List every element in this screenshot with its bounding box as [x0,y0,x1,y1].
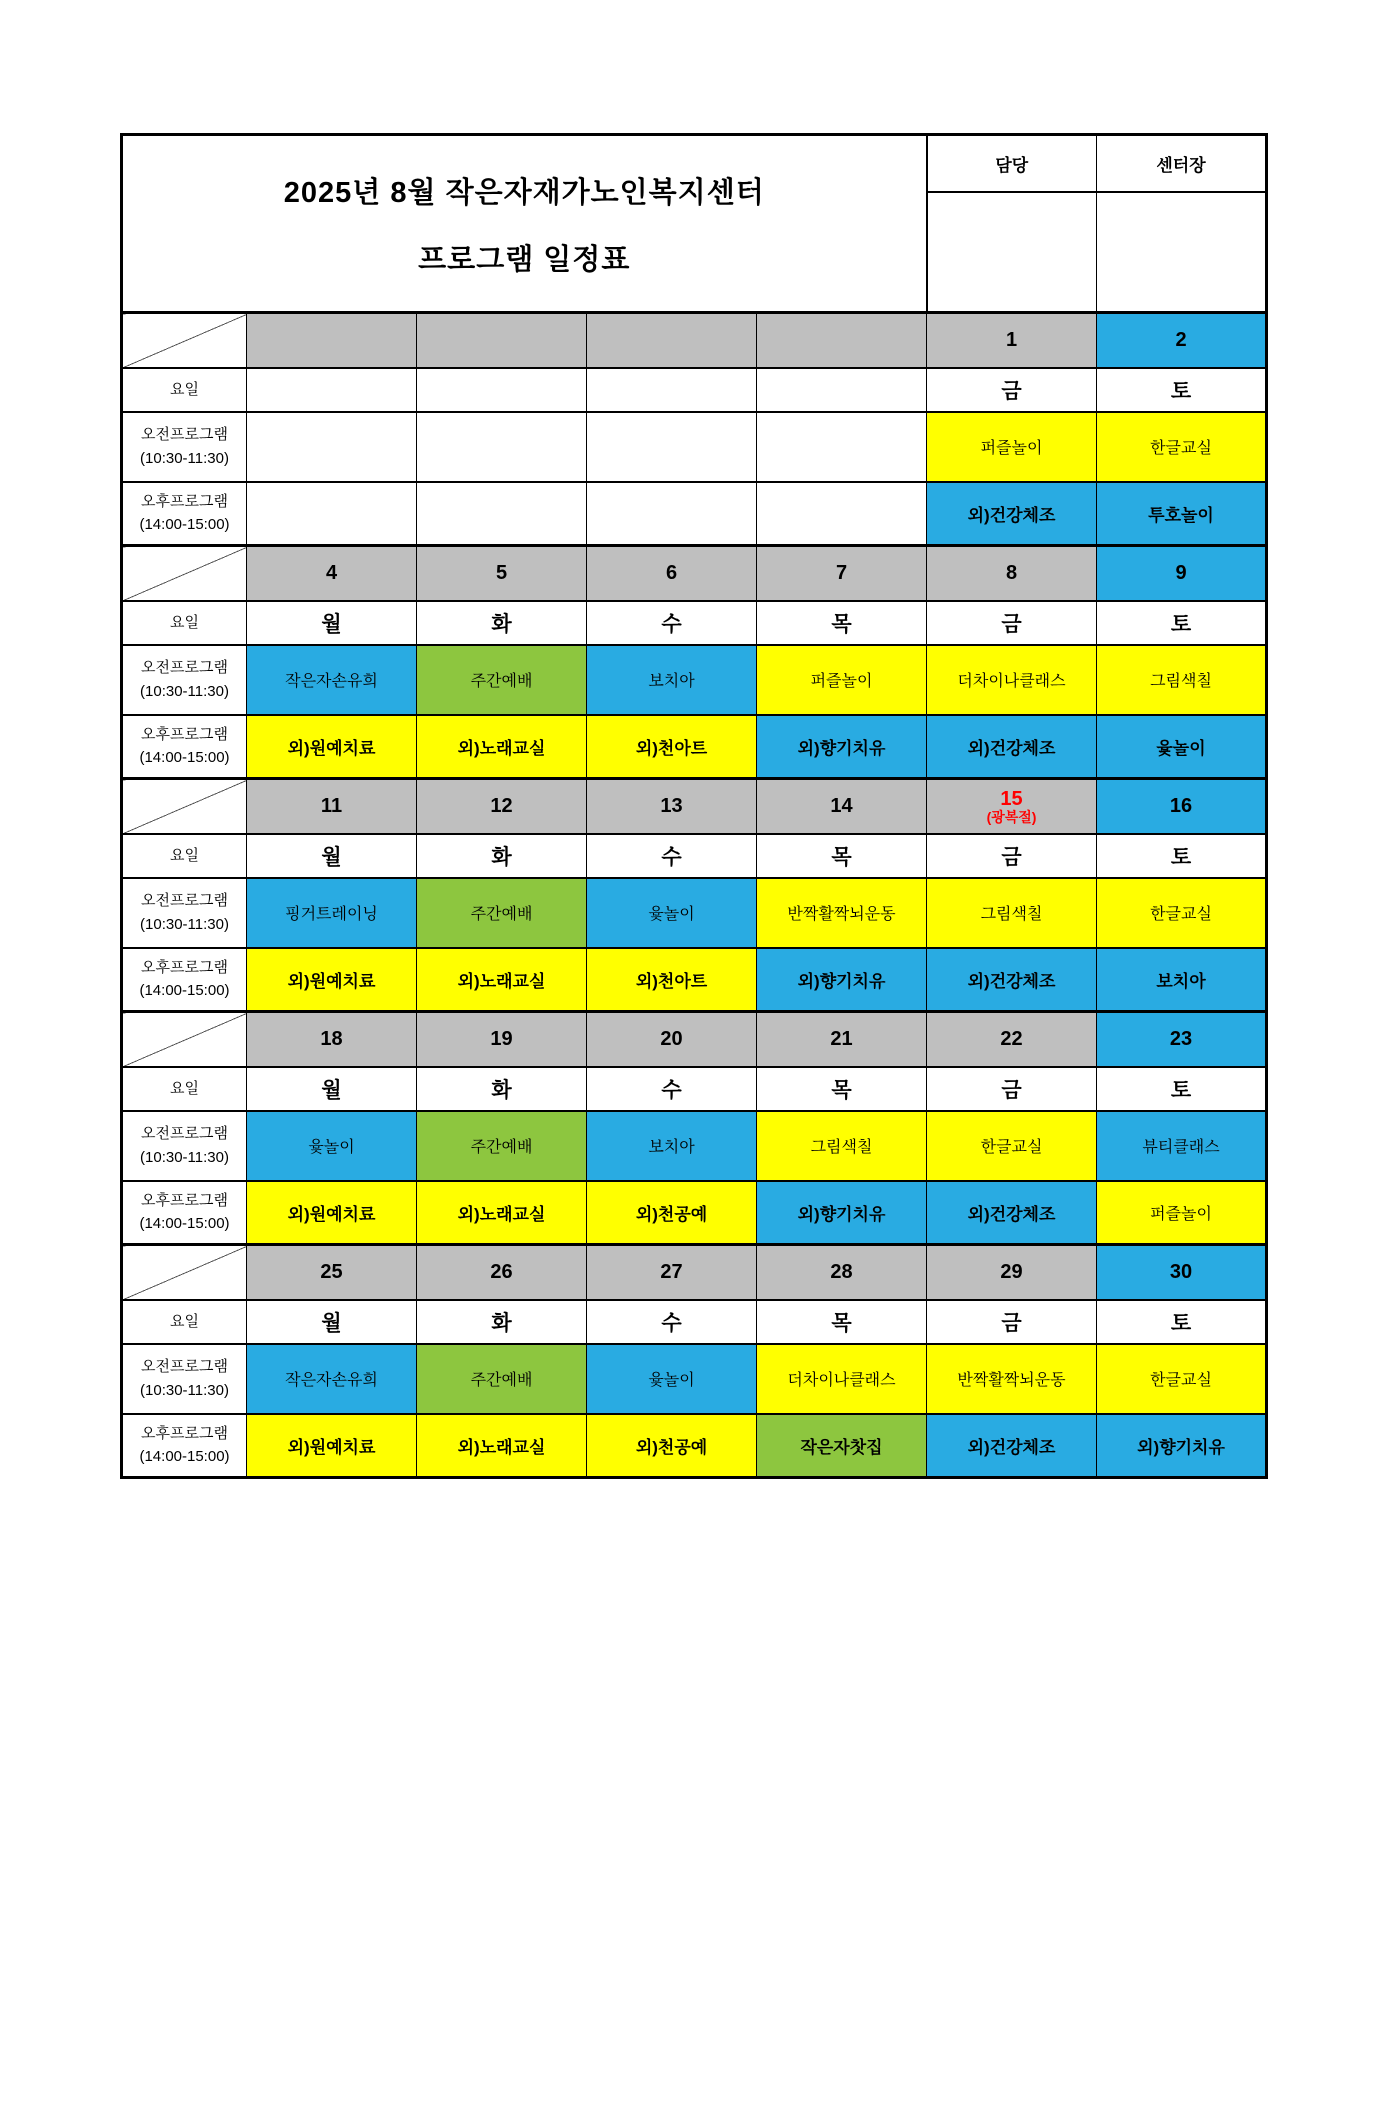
program-cell: 외)천아트 [587,715,757,779]
program-cell [757,412,927,482]
date-cell [757,546,927,601]
date-cell [1097,779,1267,834]
week-4-date-row [122,1012,1267,1067]
date-number: 6 [665,562,678,585]
week-corner-cell [122,1245,247,1300]
program-cell: 작은자손유희 [247,1344,417,1414]
approval-header-director: 센터장 [1097,135,1267,192]
date-number: 16 [1169,795,1193,818]
weekday-cell: 수 [587,1067,757,1111]
date-number: 15 [1000,787,1023,810]
week-3-pm-row [122,948,1267,1012]
weekday-cell: 토 [1097,834,1267,878]
program-cell: 반짝활짝뇌운동 [757,878,927,948]
program-cell: 윷놀이 [587,1344,757,1414]
weekday-cell: 화 [417,1067,587,1111]
program-cell: 외)향기치유 [1097,1414,1267,1478]
weekday-cell: 월 [247,834,417,878]
weekday-cell: 월 [247,1300,417,1344]
weekday-cell: 화 [417,601,587,645]
week-1-pm-row [122,482,1267,546]
pm-row-label [122,1181,247,1245]
program-cell: 외)건강체조 [927,482,1097,546]
program-cell [247,482,417,546]
date-cell [587,1245,757,1300]
program-cell: 뷰티클래스 [1097,1111,1267,1181]
date-number: 27 [660,1261,683,1284]
weekday-cell [757,368,927,412]
week-3-am-row [122,878,1267,948]
weekday-row-label: 요일 [122,368,247,412]
program-cell: 외)건강체조 [927,948,1097,1012]
weekday-cell: 화 [417,1300,587,1344]
pm-row-label [122,482,247,546]
title-line-2: 프로그램 일정표 [418,243,631,276]
date-number: 5 [495,562,508,585]
date-number: 9 [1175,562,1187,585]
pm-label-line-2: (14:00-15:00) [139,516,230,534]
program-cell: 주간예배 [417,645,587,715]
date-number: 11 [320,795,343,818]
program-cell: 보치아 [1097,948,1267,1012]
program-cell: 그림색칠 [1097,645,1267,715]
program-cell: 투호놀이 [1097,482,1267,546]
program-cell: 작은자손유희 [247,645,417,715]
program-cell: 외)원예치료 [247,715,417,779]
date-cell [757,1245,927,1300]
weekday-cell: 화 [417,834,587,878]
week-corner-cell [122,546,247,601]
am-label-line-1: 오전프로그램 [141,426,228,444]
date-cell [1097,1012,1267,1067]
program-cell: 보치아 [587,1111,757,1181]
program-cell: 윷놀이 [247,1111,417,1181]
week-5-pm-row [122,1414,1267,1478]
date-cell [247,779,417,834]
program-cell: 윷놀이 [1097,715,1267,779]
weekday-cell: 토 [1097,601,1267,645]
week-1-date-row [122,313,1267,368]
program-cell: 외)노래교실 [417,1181,587,1245]
am-label-line-2: (10:30-11:30) [140,682,229,700]
weekday-cell: 금 [927,834,1097,878]
title-line-1: 2025년 8월 작은자재가노인복지센터 [283,176,765,209]
program-cell [757,482,927,546]
program-cell: 외)원예치료 [247,948,417,1012]
program-cell: 한글교실 [1097,878,1267,948]
weekday-cell [587,368,757,412]
program-cell: 외)천공예 [587,1181,757,1245]
am-label-line-1: 오전프로그램 [141,1125,228,1143]
signature-box-director [1097,192,1267,313]
program-cell: 주간예배 [417,878,587,948]
program-cell: 윷놀이 [587,878,757,948]
weekday-cell: 금 [927,1300,1097,1344]
date-number: 7 [835,562,848,585]
program-cell: 퍼즐놀이 [927,412,1097,482]
weekday-cell: 목 [757,834,927,878]
week-2-date-row [122,546,1267,601]
program-cell [587,482,757,546]
weekday-cell: 월 [247,601,417,645]
program-cell: 외)노래교실 [417,948,587,1012]
date-cell [417,779,587,834]
date-cell [927,313,1097,368]
date-cell [247,1245,417,1300]
program-cell: 보치아 [587,645,757,715]
date-cell [247,1012,417,1067]
date-cell [1097,1245,1267,1300]
program-cell: 핑거트레이닝 [247,878,417,948]
program-cell: 외)천공예 [587,1414,757,1478]
am-label-line-2: (10:30-11:30) [140,1148,229,1166]
pm-label-line-2: (14:00-15:00) [139,1215,230,1233]
pm-label-line-2: (14:00-15:00) [139,1448,230,1466]
date-number: 19 [490,1028,513,1051]
date-number: 1 [1005,329,1018,352]
program-cell: 외)천아트 [587,948,757,1012]
date-number: 29 [1000,1261,1023,1284]
am-label-line-2: (10:30-11:30) [140,915,229,933]
page-title [122,135,927,313]
date-cell [417,1245,587,1300]
pm-label-line-1: 오후프로그램 [141,1425,228,1442]
date-number: 25 [320,1261,343,1284]
program-cell: 주간예배 [417,1344,587,1414]
date-number: 18 [320,1028,343,1051]
signature-box-staff [927,192,1097,313]
week-5-date-row [122,1245,1267,1300]
program-cell: 외)향기치유 [757,715,927,779]
date-cell [587,313,757,368]
date-cell [247,546,417,601]
program-cell: 외)건강체조 [927,1181,1097,1245]
pm-row-label [122,1414,247,1478]
date-cell [1097,546,1267,601]
date-cell [757,313,927,368]
week-corner-cell [122,779,247,834]
program-cell: 반짝활짝뇌운동 [927,1344,1097,1414]
am-row-label [122,1344,247,1414]
weekday-cell [247,368,417,412]
date-number: 12 [490,795,513,818]
pm-label-line-1: 오후프로그램 [141,1192,228,1209]
program-cell: 주간예배 [417,1111,587,1181]
weekday-row-label: 요일 [122,601,247,645]
date-number: 23 [1169,1028,1193,1051]
week-4-am-row [122,1111,1267,1181]
week-4-pm-row [122,1181,1267,1245]
date-cell [587,1012,757,1067]
pm-label-line-1: 오후프로그램 [141,493,228,510]
week-1-am-row [122,412,1267,482]
program-cell [587,412,757,482]
program-cell [417,412,587,482]
date-number: 2 [1175,329,1187,352]
program-cell: 더차이나클래스 [757,1344,927,1414]
date-cell [1097,313,1267,368]
date-number: 14 [830,795,853,818]
program-cell: 그림색칠 [757,1111,927,1181]
schedule-table [120,133,1268,1479]
date-cell [587,546,757,601]
date-cell [417,1012,587,1067]
am-label-line-2: (10:30-11:30) [140,1381,229,1399]
am-label-line-1: 오전프로그램 [141,892,228,910]
weekday-cell: 목 [757,1300,927,1344]
date-cell [247,313,417,368]
week-5-am-row [122,1344,1267,1414]
date-number: 20 [660,1028,683,1051]
program-cell: 외)노래교실 [417,1414,587,1478]
pm-label-line-1: 오후프로그램 [141,726,228,743]
program-cell: 외)건강체조 [927,715,1097,779]
am-label-line-1: 오전프로그램 [141,1358,228,1376]
program-cell: 외)향기치유 [757,1181,927,1245]
week-corner-cell [122,313,247,368]
date-cell [927,546,1097,601]
weekday-row-label: 요일 [122,834,247,878]
weekday-cell: 금 [927,1067,1097,1111]
weekday-cell: 목 [757,601,927,645]
am-row-label [122,878,247,948]
weekday-cell: 월 [247,1067,417,1111]
week-2-pm-row [122,715,1267,779]
date-cell [927,779,1097,834]
pm-label-line-2: (14:00-15:00) [139,982,230,1000]
program-cell: 퍼즐놀이 [1097,1181,1267,1245]
schedule-page [0,133,1400,2113]
program-cell [247,412,417,482]
weekday-row-label: 요일 [122,1300,247,1344]
week-3-date-row [122,779,1267,834]
program-cell: 외)원예치료 [247,1181,417,1245]
date-cell [417,313,587,368]
am-row-label [122,645,247,715]
date-number: 26 [490,1261,513,1284]
date-number: 13 [660,795,683,818]
weekday-cell: 토 [1097,1067,1267,1111]
program-cell: 외)원예치료 [247,1414,417,1478]
weekday-cell: 수 [587,601,757,645]
header-row [122,135,1267,192]
program-cell: 더차이나클래스 [927,645,1097,715]
weekday-row-label: 요일 [122,1067,247,1111]
pm-label-line-2: (14:00-15:00) [139,749,230,767]
date-number: 4 [325,562,338,585]
week-2-am-row [122,645,1267,715]
program-cell: 외)건강체조 [927,1414,1097,1478]
program-cell: 한글교실 [1097,412,1267,482]
am-label-line-1: 오전프로그램 [141,659,228,677]
week-4-weekday-row [122,1067,1267,1111]
date-number: 22 [1000,1028,1023,1051]
approval-header-staff: 담당 [927,135,1097,192]
program-cell: 퍼즐놀이 [757,645,927,715]
pm-label-line-1: 오후프로그램 [141,959,228,976]
weekday-cell: 토 [1097,1300,1267,1344]
date-number: 28 [830,1261,853,1284]
date-cell [757,1012,927,1067]
weekday-cell: 목 [757,1067,927,1111]
program-cell: 외)노래교실 [417,715,587,779]
pm-row-label [122,948,247,1012]
holiday-label: (광복절) [986,808,1037,825]
date-cell [587,779,757,834]
program-cell: 한글교실 [927,1111,1097,1181]
date-cell [927,1012,1097,1067]
date-number: 30 [1169,1261,1193,1284]
am-row-label [122,412,247,482]
week-1-weekday-row [122,368,1267,412]
date-cell [417,546,587,601]
program-cell: 외)향기치유 [757,948,927,1012]
program-cell [417,482,587,546]
date-cell [927,1245,1097,1300]
weekday-cell: 금 [927,368,1097,412]
weekday-cell [417,368,587,412]
week-2-weekday-row [122,601,1267,645]
weekday-cell: 토 [1097,368,1267,412]
date-number: 8 [1005,562,1018,585]
weekday-cell: 수 [587,1300,757,1344]
program-cell: 작은자찻집 [757,1414,927,1478]
program-cell: 한글교실 [1097,1344,1267,1414]
weekday-cell: 수 [587,834,757,878]
pm-row-label [122,715,247,779]
am-label-line-2: (10:30-11:30) [140,449,229,467]
weekday-cell: 금 [927,601,1097,645]
program-cell: 그림색칠 [927,878,1097,948]
date-number: 21 [830,1028,853,1051]
date-cell [757,779,927,834]
week-3-weekday-row [122,834,1267,878]
week-5-weekday-row [122,1300,1267,1344]
am-row-label [122,1111,247,1181]
week-corner-cell [122,1012,247,1067]
